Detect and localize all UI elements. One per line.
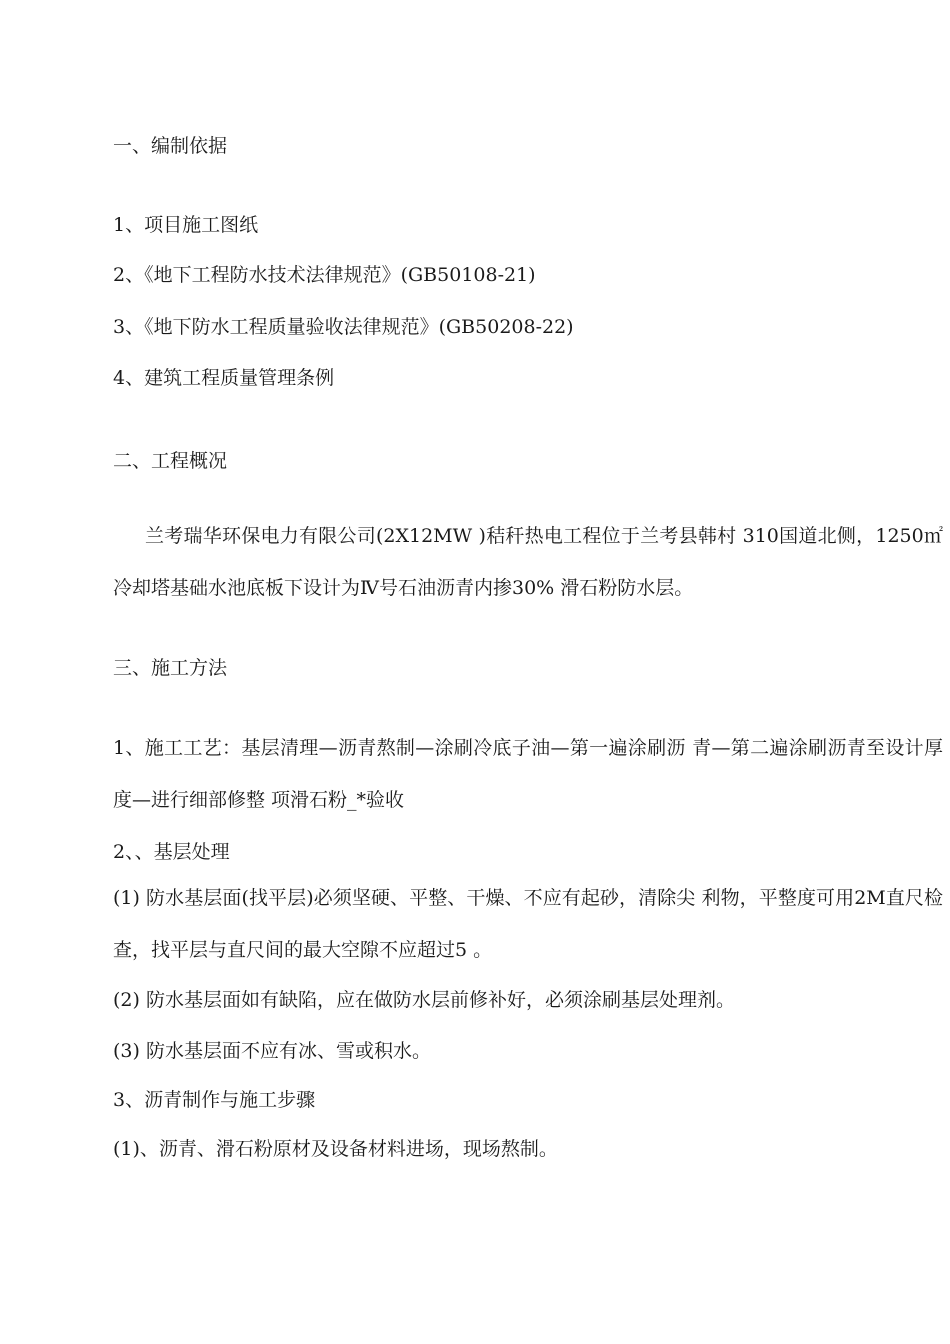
base-treatment-item-2: (2) 防水基层面如有缺陷，应在做防水层前修补好，必须涂刷基层处理剂。 [113, 989, 735, 1011]
overview-paragraph: 兰考瑞华环保电力有限公司(2X12MW )秸秆热电工程位于兰考县韩村 310国道北侧，1250㎡冷却塔基础水池底板下设计为Ⅳ号石油沥青内掺30% 滑石粉防水层。 [113, 525, 943, 599]
base-treatment-title: 2、、基层处理 [113, 841, 230, 863]
base-treatment-item-1: (1) 防水基层面(找平层)必须坚硬、平整、干燥、不应有起砂，清除尖 利物，平整度可用2M直尺检查，找平层与直尺间的最大空隙不应超过5 。 [113, 887, 943, 961]
base-treatment-item-3: (3) 防水基层面不应有冰、雪或积水。 [113, 1040, 431, 1062]
asphalt-steps-title: 3、沥青制作与施工步骤 [113, 1089, 316, 1111]
basis-item-3: 3、《地下防水工程质量验收法律规范》(GB50208-22) [113, 316, 574, 338]
asphalt-steps-item-1: (1)、沥青、滑石粉原材及设备材料进场，现场熬制。 [113, 1138, 558, 1160]
basis-item-4: 4、建筑工程质量管理条例 [113, 367, 335, 389]
section-heading-basis: 一、编制依据 [113, 135, 228, 157]
section-heading-overview: 二、工程概况 [113, 450, 228, 472]
basis-item-2: 2、《地下工程防水技术法律规范》(GB50108-21) [113, 264, 536, 286]
basis-item-1: 1、项目施工图纸 [113, 214, 259, 236]
process-paragraph: 1、施工工艺：基层清理—沥青熬制—涂刷冷底子油—第一遍涂刷沥 青—第二遍涂刷沥青至设计厚度—进行细部修整 项滑石粉_*验收 [113, 737, 943, 811]
section-heading-method: 三、施工方法 [113, 657, 228, 679]
